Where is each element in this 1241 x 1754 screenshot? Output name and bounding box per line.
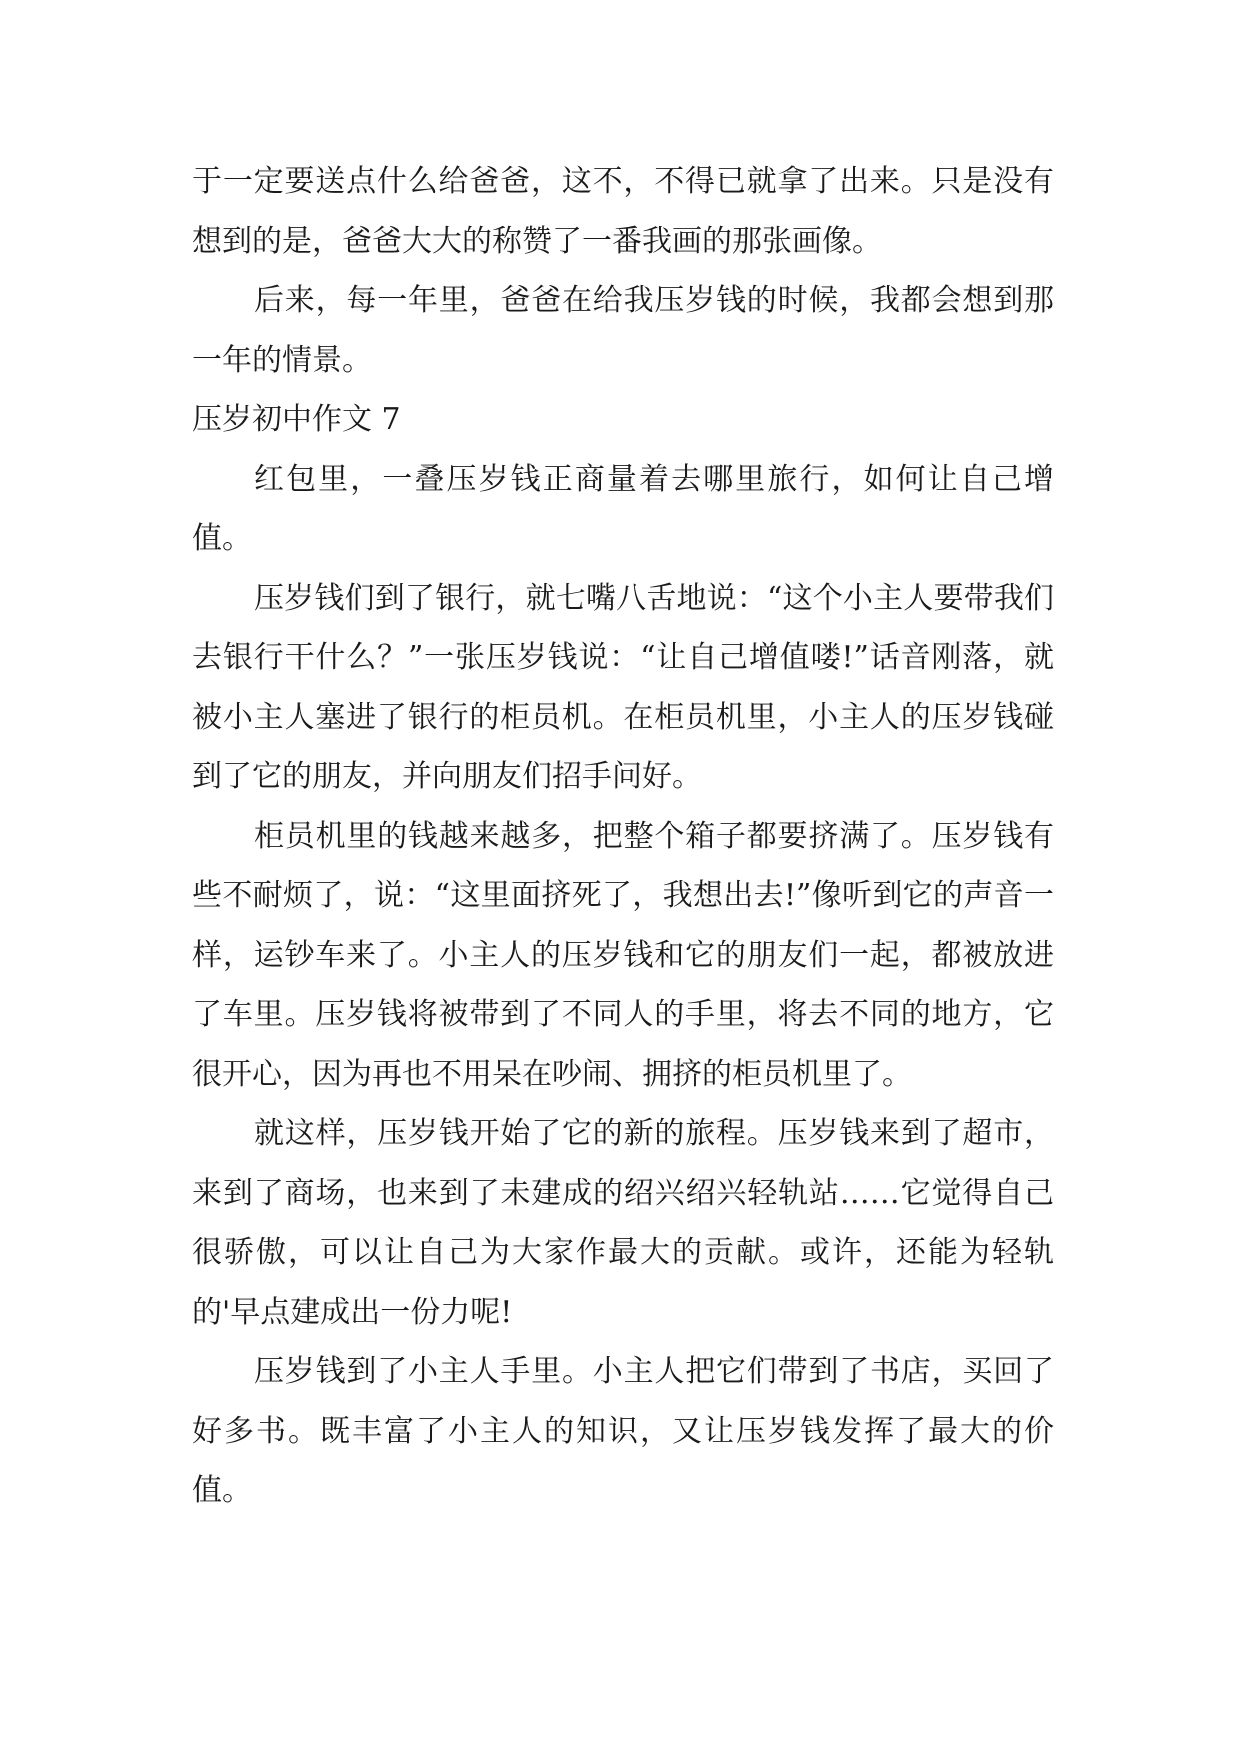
paragraph-red-envelope: 红包里，一叠压岁钱正商量着去哪里旅行，如何让自己增值。 (192, 461, 1054, 556)
paragraph-bank: 压岁钱们到了银行，就七嘴八舌地说：“这个小主人要带我们去银行干什么？”一张压岁钱说：“让自己增值喽!”话音刚落，就被小主人塞进了银行的柜员机。在柜员机里，小主人的压岁钱碰到了它的朋友，并向朋友们招手问好。 (192, 580, 1054, 794)
essay-heading: 压岁初中作文 7 (192, 402, 401, 437)
document-page (192, 152, 1054, 1521)
paragraph-bookstore: 压岁钱到了小主人手里。小主人把它们带到了书店，买回了好多书。既丰富了小主人的知识，又让压岁钱发挥了最大的价值。 (192, 1354, 1054, 1508)
paragraph-journey: 就这样，压岁钱开始了它的新的旅程。压岁钱来到了超市，来到了商场，也来到了未建成的绍兴绍兴轻轨站……它觉得自己很骄傲，可以让自己为大家作最大的贡献。或许，还能为轻轨的'早点建成出一份力呢! (192, 1116, 1054, 1330)
paragraph-atm: 柜员机里的钱越来越多，把整个箱子都要挤满了。压岁钱有些不耐烦了，说：“这里面挤死了，我想出去!”像听到它的声音一样，运钞车来了。小主人的压岁钱和它的朋友们一起，都被放进了车里。压岁钱将被带到了不同人的手里，将去不同的地方，它很开心，因为再也不用呆在吵闹、拥挤的柜员机里了。 (192, 818, 1054, 1092)
paragraph-memory: 后来，每一年里，爸爸在给我压岁钱的时候，我都会想到那一年的情景。 (192, 283, 1054, 378)
paragraph-continued: 于一定要送点什么给爸爸，这不，不得已就拿了出来。只是没有想到的是，爸爸大大的称赞了一番我画的那张画像。 (192, 164, 1054, 259)
